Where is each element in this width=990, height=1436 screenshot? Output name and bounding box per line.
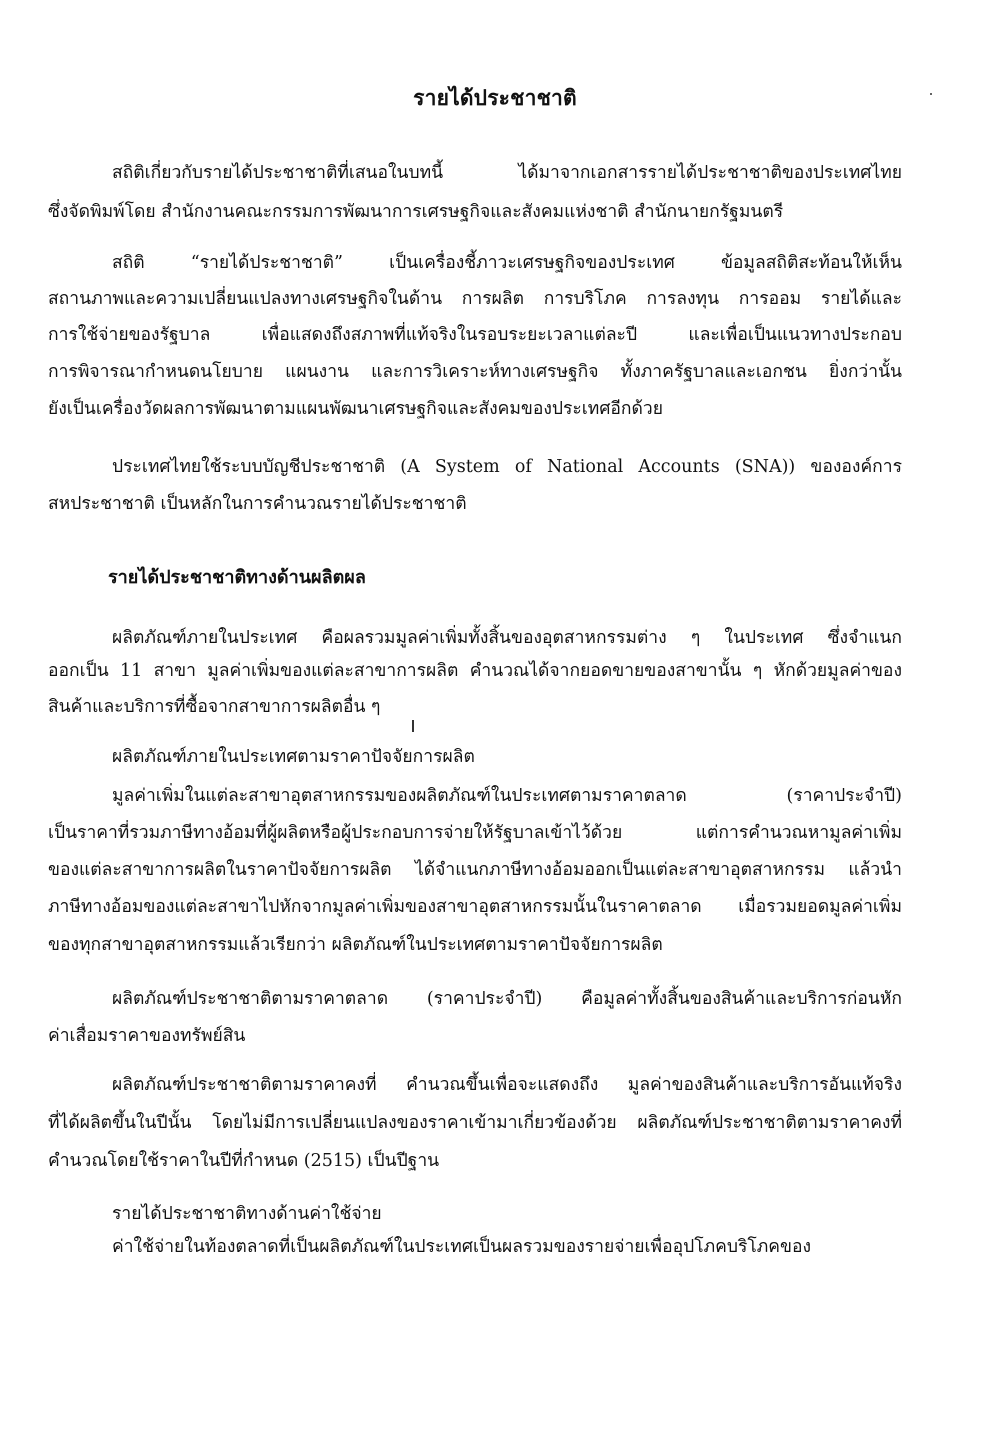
paragraph-5-line: ของแต่ละสาขาการผลิตในราคาปัจจัยการผลิต ได้จำแนกภาษีทางอ้อมออกเป็นแต่ละสาขาอุตสาหกรรม แล้วนำ	[48, 860, 902, 880]
paragraph-7-line: ที่ได้ผลิตขึ้นในปีนั้น โดยไม่มีการเปลี่ยนแปลงของราคาเข้ามาเกี่ยวข้องด้วย ผลิตภัณฑ์ประชาชาติตามราคาคงที่	[48, 1113, 902, 1133]
paragraph-7-line: คำนวณโดยใช้ราคาในปีที่กำหนด (2515) เป็นปีฐาน	[48, 1151, 440, 1171]
paragraph-5-line: มูลค่าเพิ่มในแต่ละสาขาอุตสาหกรรมของผลิตภัณฑ์ในประเทศตามราคาตลาด (ราคาประจำปี)	[112, 786, 902, 806]
paragraph-5-line: เป็นราคาที่รวมภาษีทางอ้อมที่ผู้ผลิตหรือผู้ประกอบการจ่ายให้รัฐบาลเข้าไว้ด้วย แต่การคำนวณหามูลค่าเพิ่ม	[48, 823, 902, 843]
paragraph-5-line: ภาษีทางอ้อมของแต่ละสาขาไปหักจากมูลค่าเพิ่มของสาขาอุตสาหกรรมนั้นในราคาตลาด เมื่อรวมยอดมูลค่าเพิ่ม	[48, 897, 902, 917]
paragraph-1-line: ซึ่งจัดพิมพ์โดย สำนักงานคณะกรรมการพัฒนาการเศรษฐกิจและสังคมแห่งชาติ สำนักนายกรัฐมนตรี	[48, 202, 784, 222]
paragraph-7-line: ผลิตภัณฑ์ประชาชาติตามราคาคงที่ คำนวณขึ้นเพื่อจะแสดงถึง มูลค่าของสินค้าและบริการอันแท้จริง	[112, 1075, 902, 1095]
scan-speck	[930, 93, 932, 95]
paragraph-3-line: สหประชาชาติ เป็นหลักในการคำนวณรายได้ประชาชาติ	[48, 494, 467, 514]
paragraph-5-line: ของทุกสาขาอุตสาหกรรมแล้วเรียกว่า ผลิตภัณฑ์ในประเทศตามราคาปัจจัยการผลิต	[48, 935, 663, 955]
paragraph-8-line: ค่าใช้จ่ายในท้องตลาดที่เป็นผลิตภัณฑ์ในประเทศเป็นผลรวมของรายจ่ายเพื่ออุปโภคบริโภคของ	[112, 1237, 812, 1257]
paragraph-3-line: ประเทศไทยใช้ระบบบัญชีประชาชาติ (A System of National Accounts (SNA)) ขององค์การ	[112, 457, 902, 477]
subsection-heading: ผลิตภัณฑ์ภายในประเทศตามราคาปัจจัยการผลิต	[112, 747, 475, 767]
paragraph-2-line: สถิติ “รายได้ประชาชาติ” เป็นเครื่องชี้ภาวะเศรษฐกิจของประเทศ ข้อมูลสถิติสะท้อนให้เห็น	[112, 253, 902, 273]
paragraph-6-line: ค่าเสื่อมราคาของทรัพย์สิน	[48, 1026, 246, 1046]
paragraph-4-line: สินค้าและบริการที่ซื้อจากสาขาการผลิตอื่น ๆ	[48, 697, 381, 717]
paragraph-2-line: การพิจารณากำหนดนโยบาย แผนงาน และการวิเคราะห์ทางเศรษฐกิจ ทั้งภาครัฐบาลและเอกชน ยิ่งกว่านั้น	[48, 362, 902, 382]
section-heading: รายได้ประชาชาติทางด้านผลิตผล	[108, 567, 366, 588]
subsection-heading: รายได้ประชาชาติทางด้านค่าใช้จ่าย	[112, 1204, 382, 1224]
paragraph-2-line: ยังเป็นเครื่องวัดผลการพัฒนาตามแผนพัฒนาเศรษฐกิจและสังคมของประเทศอีกด้วย	[48, 399, 663, 419]
paragraph-2-line: การใช้จ่ายของรัฐบาล เพื่อแสดงถึงสภาพที่แท้จริงในรอบระยะเวลาแต่ละปี และเพื่อเป็นแนวทางประกอบ	[48, 325, 902, 345]
paragraph-4-line: ผลิตภัณฑ์ภายในประเทศ คือผลรวมมูลค่าเพิ่มทั้งสิ้นของอุตสาหกรรมต่าง ๆ ในประเทศ ซึ่งจำแนก	[112, 628, 902, 648]
paragraph-1-line: สถิติเกี่ยวกับรายได้ประชาชาติที่เสนอในบทนี้ ได้มาจากเอกสารรายได้ประชาชาติของประเทศไทย	[112, 163, 902, 183]
paragraph-2-line: สถานภาพและความเปลี่ยนแปลงทางเศรษฐกิจในด้าน การผลิต การบริโภค การลงทุน การออม รายได้และ	[48, 289, 902, 309]
paragraph-4-line: ออกเป็น 11 สาขา มูลค่าเพิ่มของแต่ละสาขาการผลิต คำนวณได้จากยอดขายของสาขานั้น ๆ หักด้วยมูลค่าของ	[48, 661, 902, 681]
scan-mark	[412, 720, 414, 732]
paragraph-6-line: ผลิตภัณฑ์ประชาชาติตามราคาตลาด (ราคาประจำปี) คือมูลค่าทั้งสิ้นของสินค้าและบริการก่อนหัก	[112, 989, 902, 1009]
page-title: รายได้ประชาชาติ	[413, 85, 577, 110]
